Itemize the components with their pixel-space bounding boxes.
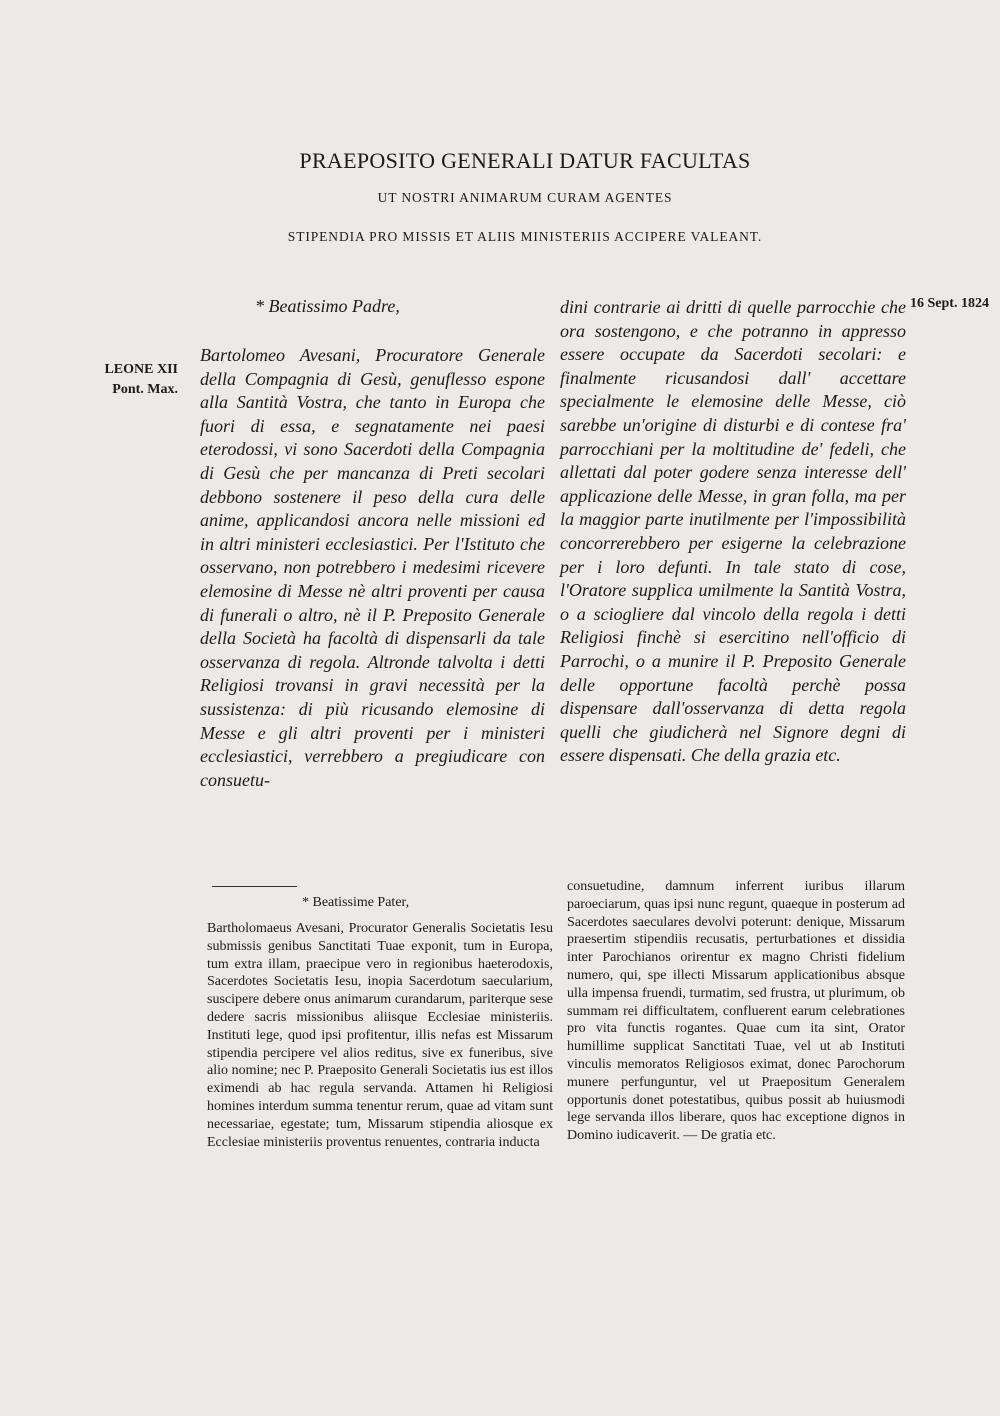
italian-salutation: * Beatissimo Padre, (255, 296, 400, 316)
italian-text-right-column: dini contrarie ai dritti di quelle parrocchie che ora sostengono, e che potranno in appresso essere occupate da Sacerdoti secolari: e finalmente ricusandosi dall' accettare specialmente le elemosine delle Messe, ciò sarebbe un'origine di disturbi e di contese fra' parrocchiani per la moltitudine de' fedeli, che allettati dal poter godere senza interesse dell' applicazione delle Messe, in gran folla, ma per la maggior parte inutilmente per l'impossibilità concorrerebbero per esigerne la celebrazione per i loro defunti. In tale stato di cose, l'Oratore supplica umilmente la Santità Vostra, o a sciogliere dal vincolo della regola i detti Religiosi finchè si esercitino nell'officio di Parrochi, o a munire il P. Preposito Generale delle opportune facoltà perchè possa dispensare dall'osservanza di detta regola quelli che giudicherà nel Signore degni di essere dispensati. Che della grazia etc. (560, 297, 906, 766)
italian-text-left-column: Bartolomeo Avesani, Procuratore Generale della Compagnia di Gesù, genuflesso espone alla Santità Vostra, che tanto in Europa che fuori di essa, e segnatamente nei paesi eterodossi, vi sono Sacerdoti della Compagnia di Gesù che per mancanza di Preti secolari debbono sostenere il peso della cura delle anime, applicandosi ancora nelle missioni ed in altri ministeri ecclesiastici. Per l'Istituto che osservano, non potrebbero i medesimi ricevere elemosine di Messe nè altri proventi per causa di funerali o altro, nè il P. Preposito Generale della Società ha facoltà di dispensarli da tale osservanza di regola. Altronde talvolta i detti Religiosi trovansi in gravi necessità per la sussistenza: di più ricusando elemosine di Messe e gli altri proventi per i ministeri ecclesiastici, verrebbero a pregiudicare con consuetu- (200, 345, 545, 790)
latin-salutation: * Beatissime Pater, (302, 895, 410, 910)
latin-text-left-column: Bartholomaeus Avesani, Procurator Generalis Societatis Iesu submissis genibus Sanctitati Tuae exponit, tum in Europa, tum extra illam, praecipue vero in regionibus haeterodoxis, Sacerdotes Societatis Iesu, inopia Sacerdotum saecularium, suscipere debere onus animarum curandarum, pariterque sese dedere sacris missionibus aliisque Ecclesiae ministeriis. Instituti lege, quod ipsi profitentur, illis nefas est Missarum stipendia percipere vel alios reditus, sive ex funeribus, sive alio nomine; nec P. Praeposito Generali Societatis ius est illos eximendi ab hac regula servanda. Attamen hi Religiosi homines interdum summa tenentur rerum, quae ad vitam sunt necessariae, egestate; tum, Missarum stipendia aliosque ex Ecclesiae ministeriis proventus renuentes, contraria inducta (207, 921, 553, 1150)
pope-title: Pont. Max. (112, 382, 178, 397)
page-subtitle-2: STIPENDIA PRO MISSIS ET ALIIS MINISTERIIS ACCIPERE VALEANT. (287, 229, 763, 244)
page-subtitle-1: UT NOSTRI ANIMARUM CURAM AGENTES (377, 190, 673, 205)
page-title: PRAEPOSITO GENERALI DATUR FACULTAS (299, 148, 751, 173)
margin-note-pope (90, 360, 178, 400)
margin-note-date: 16 Sept. 1824 (910, 296, 989, 311)
footnote-rule (212, 886, 297, 887)
latin-text-right-column: consuetudine, damnum inferrent iuribus illarum paroeciarum, quas ipsi nunc regunt, quaeque in posterum ad Sacerdotes saeculares devolvi poterunt: denique, Missarum praesertim stipendiis recusatis, perturbationes et dissidia inter Parochianos orirentur ex magno Christi fidelium numero, qui, spe illecti Missarum applicationibus absque ulla impensa fruendi, turmatim, sed frustra, ut plurimum, ob summam rei difficultatem, confluerent earum celebrationes pro vita functis rogantes. Quae cum ita sint, Orator humillime supplicat Sanctitati Tuae, vel ut ab Instituti vinculis memoratos Religiosos eximat, donec Parochorum munere perfunguntur, vel ut Praepositum Generalem opportunis donet potestatibus, quibus possit ab huiusmodi lege servanda illos liberare, quos hac exceptione dignos in Domino iudicaverit. — De gratia etc. (567, 879, 905, 1144)
pope-name: LEONE XII (104, 362, 178, 377)
